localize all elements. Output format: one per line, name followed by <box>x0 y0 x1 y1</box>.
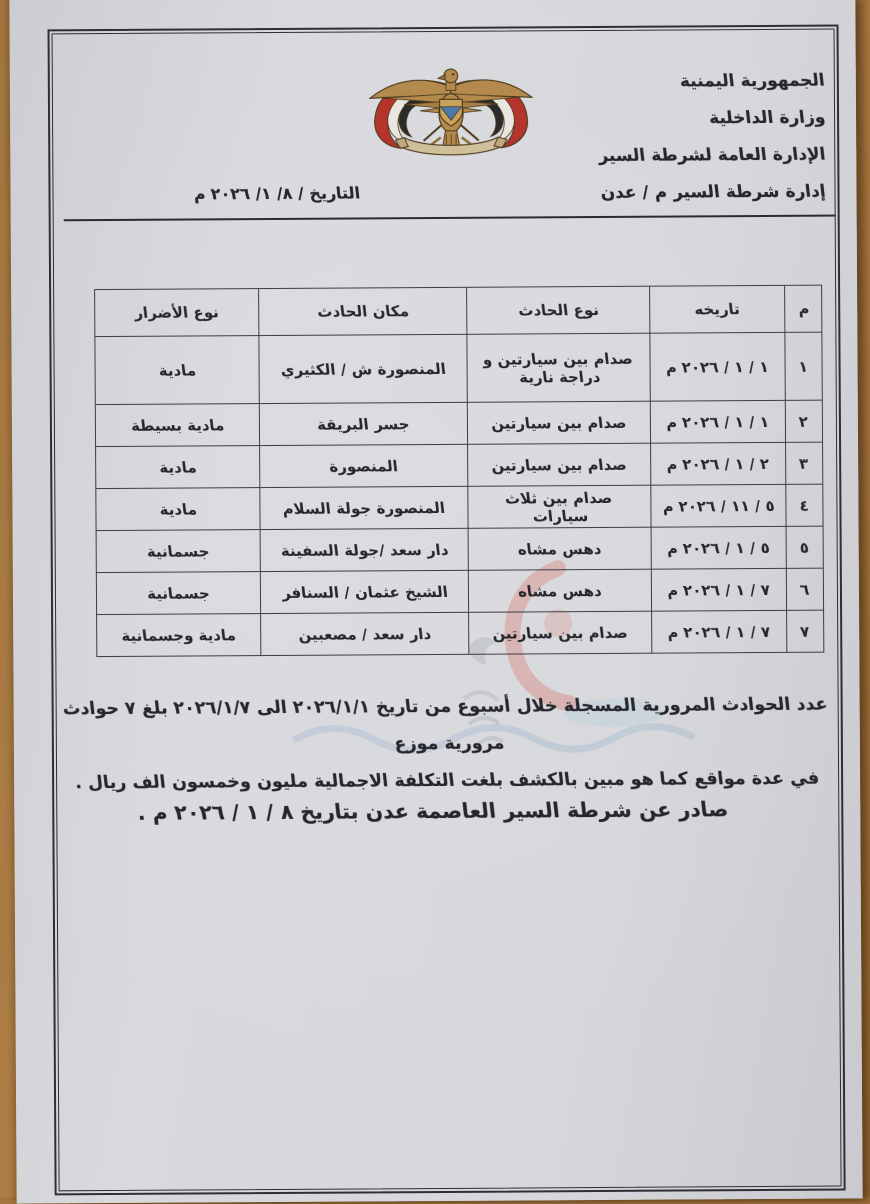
table-cell: ١ <box>785 332 822 400</box>
table-cell: دهس مشاه <box>468 527 651 570</box>
table-cell: دار سعد /جولة السفينة <box>260 528 468 571</box>
table-cell: ١ / ١ / ٢٠٢٦ م <box>650 400 785 443</box>
letterhead <box>597 63 825 212</box>
table-cell: المنصورة جولة السلام <box>260 486 468 529</box>
table-cell: ٢ / ١ / ٢٠٢٦ م <box>651 442 786 485</box>
table-cell: صدام بين سيارتين <box>469 611 652 654</box>
yemen-national-emblem-icon <box>362 50 541 169</box>
table-cell: ٥ / ١ / ٢٠٢٦ م <box>651 526 786 569</box>
letterhead-line-country: الجمهورية اليمنية <box>678 70 826 92</box>
document-date: التاريخ / ٨/ ١/ ٢٠٢٦ م <box>191 183 361 204</box>
summary-paragraph <box>62 687 834 803</box>
table-cell: مادية <box>96 488 260 531</box>
summary-line-1: عدد الحوادث المرورية المسجلة خلال أسبوع من تاريخ ٢٠٢٦/١/١ الى ٢٠٢٦/١/٧ بلغ ٧ حوادث مرورية موزع <box>61 694 829 755</box>
column-header: نوع الحادث <box>467 286 650 334</box>
table-cell: ٦ <box>786 568 823 610</box>
accidents-table <box>94 285 824 657</box>
table-cell: دهس مشاه <box>468 569 651 612</box>
table-cell: ٥ / ١١ / ٢٠٢٦ م <box>651 484 786 527</box>
table-row <box>97 610 824 656</box>
paper-sheet <box>9 0 862 1204</box>
table-cell: ٧ <box>787 610 824 652</box>
table-row <box>96 526 823 572</box>
table-cell: جسمانية <box>96 530 260 573</box>
table-cell: ٧ / ١ / ٢٠٢٦ م <box>652 610 787 653</box>
summary-line-2: في عدة مواقع كما هو مبين بالكشف بلغت التكلفة الاجمالية مليون وخمسون الف ريال . <box>74 768 821 794</box>
table-cell: ٤ <box>786 484 823 526</box>
letterhead-line-directorate: الإدارة العامة لشرطة السير <box>596 144 827 166</box>
table-cell: صدام بين سيارتين <box>468 443 651 486</box>
table-cell: ٢ <box>785 400 822 442</box>
table-cell: مادية <box>95 336 259 405</box>
table-cell: مادية وجسمانية <box>97 614 261 657</box>
table-cell: ٧ / ١ / ٢٠٢٦ م <box>651 568 786 611</box>
table-cell: ١ / ١ / ٢٠٢٦ م <box>650 332 785 401</box>
issued-by-line: صادر عن شرطة السير العاصمة عدن بتاريخ ٨ / ١ / ٢٠٢٦ م . <box>136 797 730 825</box>
accidents-table-header <box>95 285 822 336</box>
table-cell: المنصورة ش / الكثيري <box>259 334 467 403</box>
column-header: تاريخه <box>650 285 785 333</box>
table-cell: جسمانية <box>96 572 260 615</box>
table-cell: صدام بين سيارتين و دراجة نارية <box>467 333 650 402</box>
table-cell: ٣ <box>786 442 823 484</box>
table-cell: الشيخ عثمان / السنافر <box>260 570 468 613</box>
letterhead-line-department: إدارة شرطة السير م / عدن <box>599 181 827 203</box>
page-border-frame <box>48 25 846 1196</box>
table-row <box>95 400 822 446</box>
table-cell: صدام بين سيارتين <box>467 401 650 444</box>
table-cell: صدام بين ثلاث سيارات <box>468 485 651 528</box>
column-header: مكان الحادث <box>259 287 467 335</box>
table-row <box>95 332 822 404</box>
letterhead-line-ministry: وزارة الداخلية <box>707 107 827 129</box>
table-row <box>96 568 823 614</box>
table-cell: مادية <box>96 446 260 489</box>
table-row <box>96 442 823 488</box>
table-cell: ٥ <box>786 526 823 568</box>
table-row <box>96 484 823 530</box>
column-header: م <box>785 285 822 332</box>
table-cell: مادية بسيطة <box>95 404 259 447</box>
table-cell: جسر البريقة <box>259 402 467 445</box>
table-cell: دار سعد / مصعبين <box>261 612 469 655</box>
column-header: نوع الأضرار <box>95 289 259 337</box>
table-cell: المنصورة <box>260 444 468 487</box>
